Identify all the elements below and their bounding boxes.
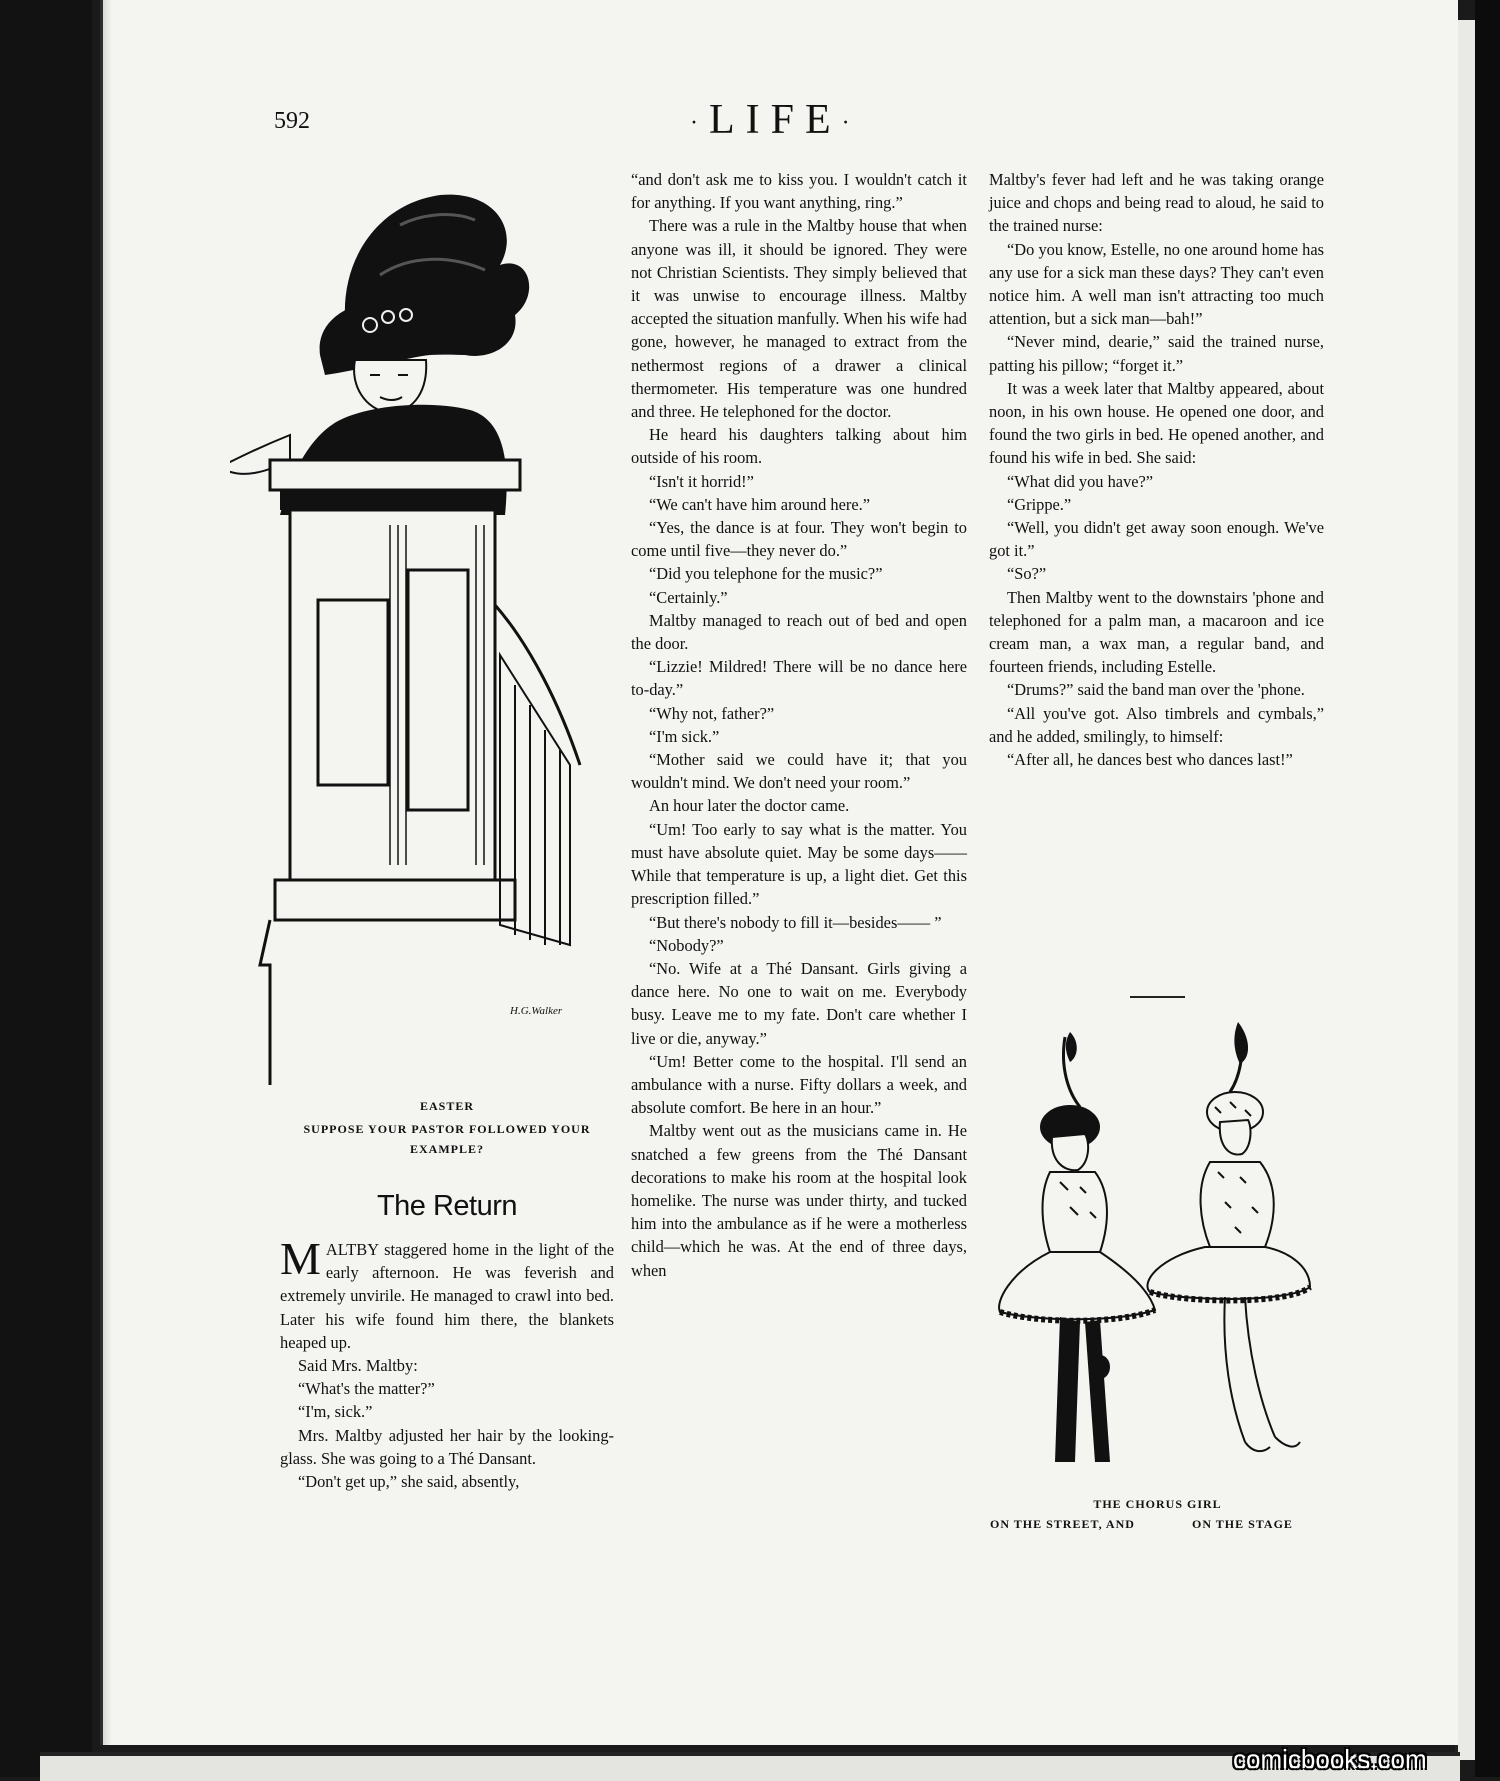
story-paragraph: “I'm, sick.” [298,1402,373,1422]
story-paragraph: “After all, he dances best who dances last!” [1007,750,1293,770]
chorus-girl-stage [1147,1022,1310,1451]
story-paragraph: “and don't ask me to kiss you. I wouldn't catch it for anything. If you want anything, ring.” [631,170,967,213]
story-paragraph: “So?” [1007,564,1047,584]
story-paragraph: “Well, you didn't get away soon enough. We've got it.” [989,518,1324,561]
easter-caption-subtitle: SUPPOSE YOUR PASTOR FOLLOWED YOUR EXAMPLE? [303,1122,591,1156]
story-paragraph: “Never mind, dearie,” said the trained nurse, patting his pillow; “forget it.” [989,332,1324,375]
drop-cap: M [280,1233,321,1284]
story-column-3 [989,168,1324,771]
story-paragraph: “Don't get up,” she said, absently, [298,1472,520,1492]
chorus-girl-illustration [990,1022,1325,1494]
story-paragraph: “Nobody?” [649,935,724,955]
section-divider [1130,996,1185,998]
scan-background-right [1475,0,1500,1777]
story-title: The Return [376,1190,518,1222]
story-column-2 [631,168,967,1282]
story-paragraph: An hour later the doctor came. [649,796,850,816]
story-paragraph: MALTBY staggered home in the light of the early afternoon. He was feverish and extremely unvirile. He managed to crawl into bed. Later his wife found him there, the blankets heaped up. [280,1233,614,1352]
easter-pastor-illustration [230,185,615,1085]
chorus-caption-title: THE CHORUS GIRL [1093,1497,1222,1511]
story-paragraph: Maltby's fever had left and he was taking orange juice and chops and being read to aloud, he said to the trained nurse: [989,170,1324,236]
story-paragraph: It was a week later that Maltby appeared, about noon, in his own house. He opened one door, and found the two girls in bed. He opened another, and found his wife in bed. She said: [989,378,1324,468]
page-gutter-shadow [100,0,112,1745]
story-paragraph: “Um! Too early to say what is the matter. You must have absolute quiet. May be some days—— While that temperature is up, a light diet. Get this prescription filled.” [631,819,967,909]
story-paragraph: “No. Wife at a Thé Dansant. Girls giving a dance here. No one to wait on me. Everybody busy. Leave me to my fate. Don't care whether I live or die, anyway.” [631,958,967,1048]
story-paragraph: “Did you telephone for the music?” [649,564,883,584]
masthead-title: LIFE [709,97,842,143]
story-paragraph: “We can't have him around here.” [649,494,870,514]
story-paragraph: “But there's nobody to fill it—besides—— ” [649,912,942,932]
story-paragraph: “Drums?” said the band man over the 'phone. [1007,680,1305,700]
story-paragraph: “Yes, the dance is at four. They won't begin to come until five—they never do.” [631,518,967,561]
story-paragraph: “Mother said we could have it; that you wouldn't mind. We don't need your room.” [631,750,967,793]
story-paragraph: “I'm sick.” [649,726,720,746]
story-paragraph: “Isn't it horrid!” [649,471,754,491]
story-column-1 [280,1233,614,1493]
story-paragraph: “Do you know, Estelle, no one around home has any use for a sick man these days? They can't even notice him. A well man isn't attracting too much attention, but a sick man—bah!” [989,239,1324,329]
easter-caption-title: EASTER [419,1099,475,1113]
story-paragraph: There was a rule in the Maltby house that when anyone was ill, it should be ignored. They were not Christian Scientists. They simply believed that it was unwise to encourage illness. Maltby accepted the situation manfully. When his wife had gone, however, he managed to extract from the nethermost regions of a drawer a clinical thermometer. His temperature was one hundred and three. He telephoned for the doctor. [631,216,967,422]
story-paragraph: “Certainly.” [649,587,728,607]
pulpit [260,460,580,1085]
story-paragraph: “All you've got. Also timbrels and cymbals,” and he added, smilingly, to himself: [989,703,1324,746]
scan-background-left [0,0,92,1777]
site-watermark: comicbooks.com [1233,1744,1427,1774]
masthead [690,96,861,144]
story-paragraph: “Um! Better come to the hospital. I'll send an ambulance with a nurse. Fifty dollars a week, and absolute comfort. Be here in an hour.” [631,1051,967,1118]
masthead-dot-left: · [690,109,709,136]
story-paragraph: “Why not, father?” [649,703,775,723]
story-paragraph: “Lizzie! Mildred! There will be no dance here to-day.” [631,657,967,700]
story-paragraph: Maltby managed to reach out of bed and open the door. [631,610,967,654]
illustrator-signature: H.G.Walker [510,1005,563,1017]
story-paragraph: Mrs. Maltby adjusted her hair by the looking-glass. She was going to a Thé Dansant. [280,1425,614,1468]
story-paragraph: “What did you have?” [1007,471,1154,491]
story-paragraph: “Grippe.” [1007,494,1072,514]
story-paragraph: Then Maltby went to the downstairs 'phone and telephoned for a palm man, a macaroon and ice cream man, a wax man, a regular band, and fourteen friends, including Estelle. [989,587,1324,677]
chorus-caption-left: ON THE STREET, AND [990,1517,1135,1531]
story-paragraph: Maltby went out as the musicians came in. He snatched a few greens from the Thé Dansant decorations to make his room at the hospital look homelike. The nurse was under thirty, and tucked him into the ambulance as if he were a motherless child—which he was. At the end of three days, when [631,1121,967,1280]
story-paragraph: He heard his daughters talking about him outside of his room. [631,425,967,468]
chorus-caption-right: ON THE STAGE [1192,1517,1293,1531]
page-number: 592 [274,108,310,134]
chorus-girl-street [999,1032,1155,1462]
story-paragraph: “What's the matter?” [298,1379,435,1399]
masthead-dot-right: · [841,109,861,136]
story-paragraph: Said Mrs. Maltby: [298,1356,418,1376]
